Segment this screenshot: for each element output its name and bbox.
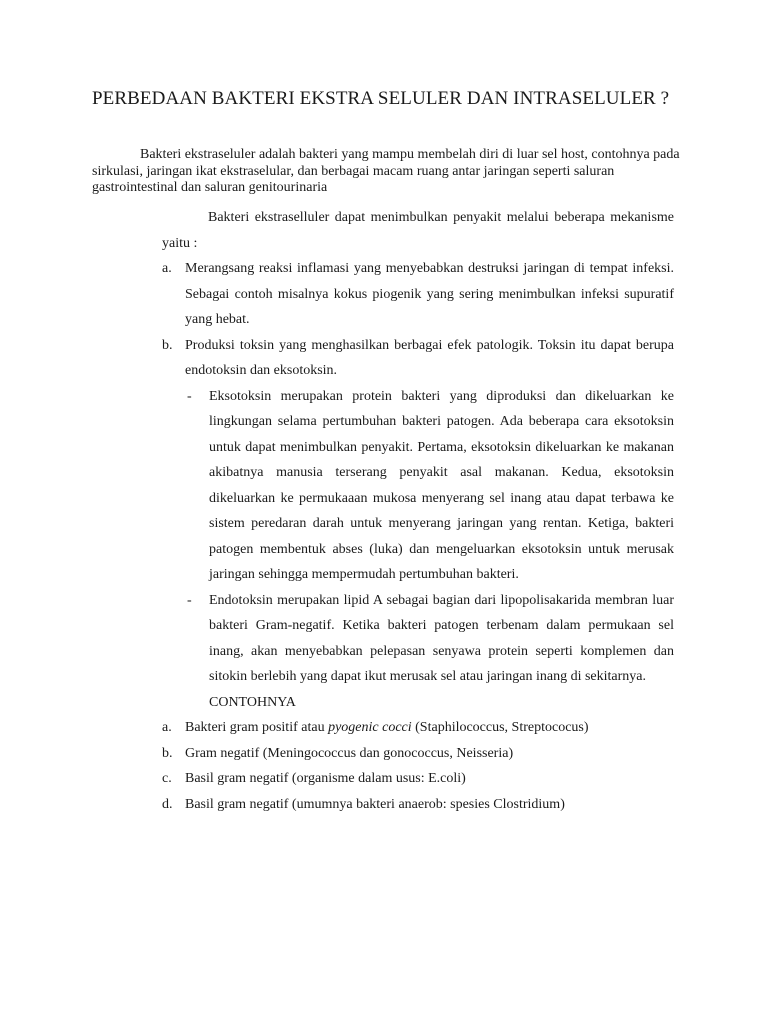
- intro-paragraph: [92, 147, 692, 197]
- examples-heading-row: [185, 690, 674, 716]
- example-text-after: (Staphilococcus, Streptococus): [411, 720, 589, 735]
- list-marker: c.: [162, 771, 172, 786]
- list-marker: b.: [162, 745, 173, 761]
- mechanism-item-a: [162, 256, 674, 333]
- example-item-d: [162, 792, 674, 818]
- list-marker: a.: [162, 261, 172, 276]
- mechanism-intro-text: Bakteri ekstraselluler dapat menimbulkan penyakit melalui beberapa mekanisme yaitu :: [162, 210, 674, 251]
- list-marker: d.: [162, 796, 173, 812]
- dash-marker: -: [187, 388, 192, 404]
- example-item-b: [162, 741, 674, 767]
- example-item-a: [162, 715, 674, 741]
- list-marker: a.: [162, 720, 172, 735]
- dash-item-text: Eksotoksin merupakan protein bakteri yang diproduksi dan dikeluarkan ke lingkungan selama pertumbuhan bakteri patogen. Ada beberapa cara eksotoksin untuk dapat menimbulkan penyakit. Pertama, eksotoksin dikeluarkan ke makanan akibatnya manusia terserang penyakit asal makanan. Kedua, eksotoksin dikeluarkan ke permukaaan mukosa menyerang sel inang atau dapat terbawa ke sistem peredaran darah untuk menyerang jaringan yang rentan. Ketiga, bakteri patogen membentuk abses (luka) dan mengeluarkan eksotoksin untuk merusak jaringan sehingga mempermudah pertumbuhan bakteri.: [209, 388, 674, 582]
- dash-item-text: Endotoksin merupakan lipid A sebagai bagian dari lipopolisakarida membran luar bakteri Gram-negatif. Ketika bakteri patogen terbenam dalam permukaan sel inang, akan menyebabkan pelepasan senyawa protein seperti komplemen dan sitokin berlebih yang dapat ikut merusak sel atau jaringan inang di sekitarnya.: [209, 592, 674, 684]
- list-item-text: Produksi toksin yang menghasilkan berbagai efek patologik. Toksin itu dapat berupa endotoksin dan eksotoksin.: [185, 337, 674, 378]
- mechanism-item-b: [162, 333, 674, 384]
- dash-marker: -: [187, 592, 192, 608]
- example-text-before: Basil gram negatif (organisme dalam usus: E.coli): [185, 771, 466, 786]
- examples-heading: CONTOHNYA: [209, 694, 296, 710]
- example-item-c: [162, 766, 674, 792]
- example-text-before: Gram negatif (Meningococcus dan gonococcus, Neisseria): [185, 745, 514, 761]
- mechanism-intro: [162, 205, 674, 256]
- document-title: PERBEDAAN BAKTERI EKSTRA SELULER DAN INTRASELULER ?: [92, 88, 670, 109]
- toxin-item-endotoxin: [185, 588, 674, 690]
- document-body: [162, 205, 674, 817]
- toxin-item-exotoxin: [185, 384, 674, 588]
- toxin-list: [185, 384, 674, 716]
- example-text-before: Basil gram negatif (umumnya bakteri anaerob: spesies Clostridium): [185, 796, 565, 812]
- intro-text: Bakteri ekstraseluler adalah bakteri yang mampu membelah diri di luar sel host, contohnya pada sirkulasi, jaringan ikat ekstraselular, dan berbagai macam ruang antar jaringan seperti saluran gastrointestinal dan saluran genitourinaria: [92, 147, 680, 195]
- list-item-text: Merangsang reaksi inflamasi yang menyebabkan destruksi jaringan di tempat infeksi. Sebagai contoh misalnya kokus piogenik yang sering menimbulkan infeksi supuratif yang hebat.: [185, 261, 674, 327]
- example-text-before: Bakteri gram positif atau: [185, 720, 329, 735]
- list-marker: b.: [162, 337, 173, 353]
- example-text-italic: pyogenic cocci: [328, 720, 412, 735]
